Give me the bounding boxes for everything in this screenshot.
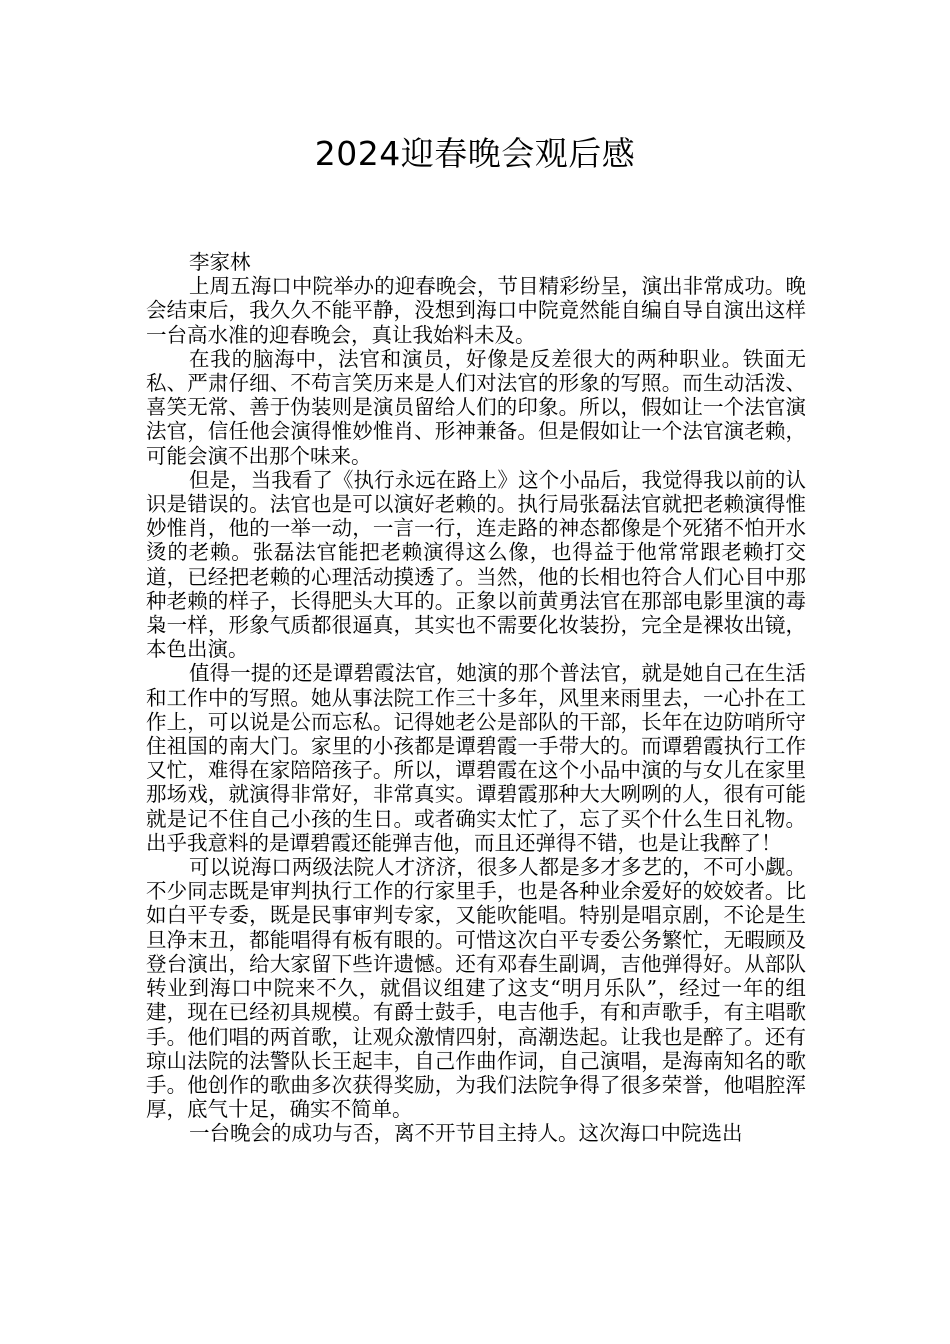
paragraph: 但是，当我看了《执行永远在路上》这个小品后，我觉得我以前的认识是错误的。法官也是可以演好老赖的。执行局张磊法官就把老赖演得惟妙惟肖，他的一举一动，一言一行，连走路的神态都像是个死猪不怕开水烫的老赖。张磊法官能把老赖演得这么像，也得益于他常常跟老赖打交道，已经把老赖的心理活动摸透了。当然，他的长相也符合人们心目中那种老赖的样子，长得肥头大耳的。正象以前黄勇法官在那部电影里演的毒枭一样，形象气质都很逼真，其实也不需要化妆装扮，完全是裸妆出镜，本色出演。 [146, 467, 806, 662]
author-name: 李家林 [189, 250, 251, 274]
paragraph: 值得一提的还是谭碧霞法官，她演的那个普法官，就是她自己在生活和工作中的写照。她从事法院工作三十多年，风里来雨里去，一心扑在工作上，可以说是公而忘私。记得她老公是部队的干部，长年在边防哨所守住祖国的南大门。家里的小孩都是谭碧霞一手带大的。而谭碧霞执行工作又忙，难得在家陪陪孩子。所以，谭碧霞在这个小品中演的与女儿在家里那场戏，就演得非常好，非常真实。谭碧霞那种大大咧咧的人，很有可能就是记不住自己小孩的生日。或者确实太忙了，忘了买个什么生日礼物。出乎我意料的是谭碧霞还能弹吉他，而且还弹得不错，也是让我醉了！ [146, 661, 806, 855]
document-body [146, 250, 806, 1146]
paragraph: 上周五海口中院举办的迎春晚会，节目精彩纷呈，演出非常成功。晚会结束后，我久久不能平静，没想到海口中院竟然能自编自导自演出这样一台高水准的迎春晚会，真让我始料未及。 [146, 274, 806, 347]
document-title: 2024迎春晚会观后感 [314, 134, 636, 173]
paragraph: 一台晚会的成功与否，离不开节目主持人。这次海口中院选出 [189, 1121, 743, 1146]
paragraph: 在我的脑海中，法官和演员，好像是反差很大的两种职业。铁面无私、严肃仔细、不苟言笑历来是人们对法官的形象的写照。而生动活泼、喜笑无常、善于伪装则是演员留给人们的印象。所以，假如让一个法官演法官，信任他会演得惟妙惟肖、形神兼备。但是假如让一个法官演老赖，可能会演不出那个味来。 [146, 346, 806, 468]
paragraph: 可以说海口两级法院人才济济，很多人都是多才多艺的，不可小觑。不少同志既是审判执行工作的行家里手，也是各种业余爱好的姣姣者。比如白平专委，既是民事审判专家，又能吹能唱。特别是唱京剧，不论是生旦净末丑，都能唱得有板有眼的。可惜这次白平专委公务繁忙，无暇顾及登台演出，给大家留下些许遗憾。还有邓春生副调，吉他弹得好。从部队转业到海口中院来不久，就倡议组建了这支“明月乐队”，经过一年的组建，现在已经初具规模。有爵士鼓手，电吉他手，有和声歌手，有主唱歌手。他们唱的两首歌，让观众激情四射，高潮迭起。让我也是醉了。还有琼山法院的法警队长王起丰，自己作曲作词，自己演唱，是海南知名的歌手。他创作的歌曲多次获得奖励，为我们法院争得了很多荣誉，他唱腔浑厚，底气十足，确实不简单。 [146, 855, 806, 1122]
